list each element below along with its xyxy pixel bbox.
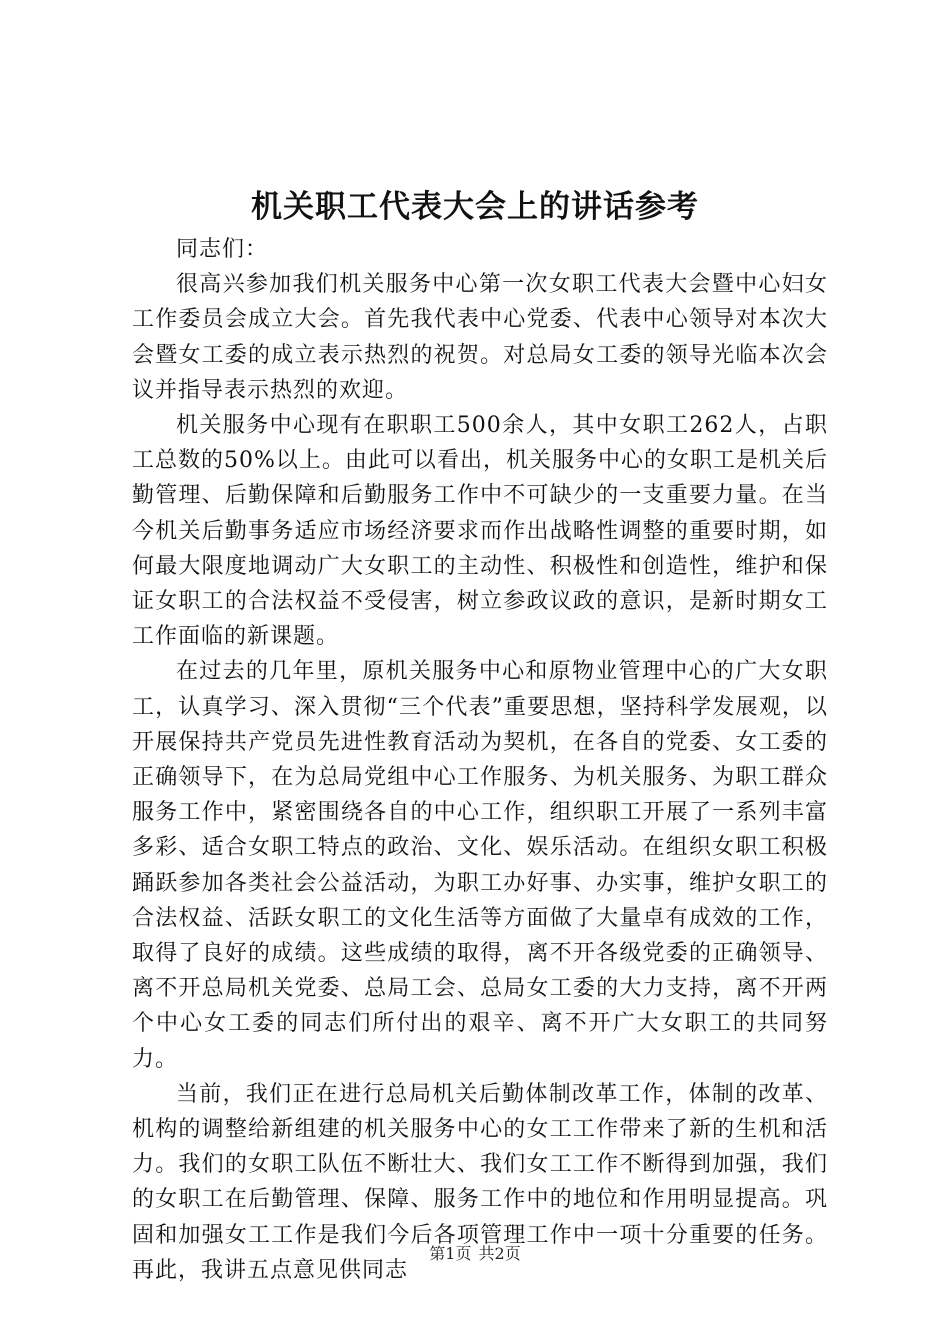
paragraph: 机关服务中心现有在职职工500余人，其中女职工262人，占职工总数的50%以上。由此可以看出，机关服务中心的女职工是机关后勤管理、后勤保障和后勤服务工作中不可缺少的一支重要力量。在当今机关后勤事务适应市场经济要求而作出战略性调整的重要时期，如何最大限度地调动广大女职工的主动性、积极性和创造性，维护和保证女职工的合法权益不受侵害，树立参政议政的意识，是新时期女工工作面临的新课题。 <box>132 413 828 650</box>
page-footer <box>0 1244 950 1264</box>
greeting: 同志们： <box>176 237 269 262</box>
document-body <box>132 232 828 1288</box>
paragraph: 当前，我们正在进行总局机关后勤体制改革工作，体制的改革、机构的调整给新组建的机关服务中心的女工工作带来了新的生机和活力。我们的女职工队伍不断壮大、我们女工工作不断得到加强，我们的女职工在后勤管理、保障、服务工作中的地位和作用明显提高。巩固和加强女工工作是我们今后各项管理工作中一项十分重要的任务。再此，我讲五点意见供同志 <box>132 1081 828 1283</box>
paragraph: 在过去的几年里，原机关服务中心和原物业管理中心的广大女职工，认真学习、深入贯彻“三个代表”重要思想，坚持科学发展观，以开展保持共产党员先进性教育活动为契机，在各自的党委、女工委的正确领导下，在为总局党组中心工作服务、为机关服务、为职工群众服务工作中，紧密围绕各自的中心工作，组织职工开展了一系列丰富多彩、适合女职工特点的政治、文化、娱乐活动。在组织女职工积极踊跃参加各类社会公益活动，为职工办好事、办实事，维护女职工的合法权益、活跃女职工的文化生活等方面做了大量卓有成效的工作，取得了良好的成绩。这些成绩的取得，离不开各级党委的正确领导、离不开总局机关党委、总局工会、总局女工委的大力支持，离不开两个中心女工委的同志们所付出的艰辛、离不开广大女职工的共同努力。 <box>132 659 828 1072</box>
document-title: 机关职工代表大会上的讲话参考 <box>251 189 699 225</box>
paragraph: 很高兴参加我们机关服务中心第一次女职工代表大会暨中心妇女工作委员会成立大会。首先我代表中心党委、代表中心领导对本次大会暨女工委的成立表示热烈的祝贺。对总局女工委的领导光临本次会议并指导表示热烈的欢迎。 <box>132 272 828 403</box>
page-total: 共2页 <box>478 1244 521 1263</box>
page-number: 第1页 <box>429 1244 472 1263</box>
